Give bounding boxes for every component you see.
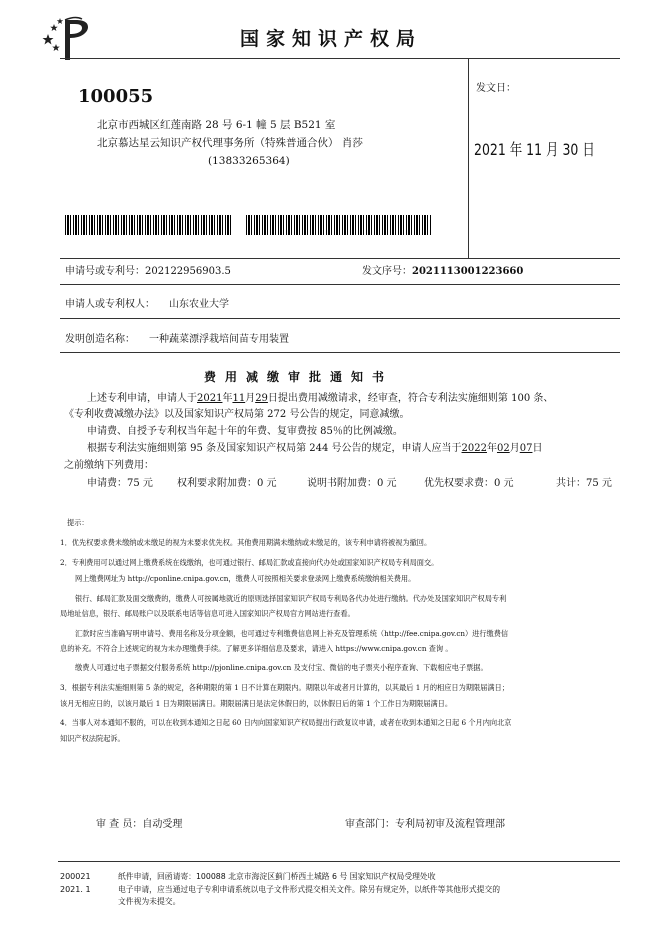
tips-label: 提示： — [67, 518, 89, 527]
tip-2-remit-b: 息的补充。不符合上述规定的视为未办理缴费手续。了解更多详细信息及要求，请进入 https://www.cnipa.gov.cn 查询 。 — [60, 644, 453, 653]
notice-paragraph-1b: 《专利收费减缴办法》以及国家知识产权局第 272 号公告的规定，同意减缴。 — [64, 409, 410, 420]
fee-claims: 权利要求附加费：0 元 — [177, 478, 277, 489]
barcode-left — [65, 215, 232, 235]
tip-3a: 3．根据专利法实施细则第 5 条的规定，各种期限的第 1 日不计算在期限内。期限以年或者月计算的，以其最后 1 月的相应日为期限届满日； — [60, 683, 509, 692]
examiner-label: 审 查 员： — [96, 819, 143, 830]
serial-row — [362, 265, 523, 278]
notice-paragraph-2: 申请费、自授予专利权当年起十年的年费、复审费按 85％的比例减缴。 — [87, 426, 403, 437]
examiner-value: 自动受理 — [142, 819, 183, 830]
tip-2-remit-a: 汇款时应当准确写明申请号、费用名称及分项金额，也可通过专利缴费信息网上补充及管理系统（http://fee.cnipa.gov.cn）进行缴费信 — [75, 629, 509, 638]
footer-electronic-note: 电子申请，应当通过电子专利申请系统以电子文件形式提交相关文件。除另有规定外，以纸件等其他形式提交的 — [118, 885, 501, 894]
title-value: 一种蔬菜漂浮栽培间苗专用装置 — [149, 334, 289, 345]
tip-2-bank-a: 银行、邮局汇款及面交缴费的，缴费人可按属地就近的原则选择国家知识产权局专利局各代办处进行缴纳。代办处及国家知识产权局专利 — [75, 594, 507, 603]
address-line: 北京市西城区红莲南路 28 号 6-1 幢 5 层 B521 室 — [97, 119, 336, 131]
notice-paragraph-3: 根据专利法实施细则第 95 条及国家知识产权局第 244 号公告的规定，申请人应当于2022年02月07日 — [87, 443, 543, 454]
request-month: 11 — [232, 393, 246, 404]
serial-label: 发文序号： — [362, 266, 412, 277]
deadline-month: 02 — [496, 443, 510, 454]
cnipa-logo — [42, 14, 92, 62]
app-no-label: 申请号或专利号： — [65, 266, 145, 277]
phone: (13833265364) — [208, 155, 290, 167]
serial-value: 2021113001223660 — [412, 266, 524, 277]
frame-mid-line — [60, 258, 620, 259]
tip-2-bank-b: 局地址信息，银行、邮局账户以及联系电话等信息可进入国家知识产权局官方网站进行查看。 — [60, 609, 355, 618]
request-day: 29 — [255, 393, 268, 404]
department-value: 专利局初审及流程管理部 — [395, 819, 505, 830]
footer-code-2: 2021. 1 — [60, 885, 91, 894]
frame-divider — [468, 58, 469, 258]
issue-date-label: 发文日： — [476, 83, 516, 94]
tip-3b: 该月无相应日的，以该月最后 1 日为期限届满日。期限届满日是法定休假日的，以休假日后的第 1 个工作日为期限届满日。 — [60, 699, 453, 708]
notice-paragraph-1: 上述专利申请，申请人于2021年11月29日提出费用减缴请求，经审查，符合专利法实施细则第 100 条、 — [87, 393, 554, 404]
fee-total: 共计：75 元 — [556, 478, 612, 489]
tip-4b: 知识产权法院起诉。 — [60, 734, 125, 743]
fee-application: 申请费：75 元 — [87, 478, 153, 489]
tip-1: 1．优先权要求费未缴纳或未缴足的视为未要求优先权。其他费用期满未缴纳或未缴足的，该专利申请将被视为撤回。 — [60, 538, 432, 547]
frame-top-line — [60, 58, 620, 59]
issue-date: 2021 年 11 月 30 日 — [474, 140, 595, 159]
applicant-label: 申请人或专利权人： — [65, 299, 155, 310]
department — [345, 818, 505, 831]
tip-2: 2．专利费用可以通过网上缴费系统在线缴纳，也可通过银行、邮局汇款或直接向代办处或国家知识产权局专利局面交。 — [60, 558, 439, 567]
notice-paragraph-3b: 之前缴纳下列费用： — [64, 460, 154, 471]
tip-2-receipt: 缴费人可通过电子票据交付服务系统 http://pjonline.cnipa.gov.cn 及支付宝、微信的电子票夹小程序查询、下载相应电子票据。 — [75, 663, 488, 672]
agency-line: 北京慕达星云知识产权代理事务所（特殊普通合伙） 肖莎 — [97, 137, 363, 149]
applicant-row — [65, 298, 229, 311]
row-line-3 — [60, 352, 620, 353]
notice-heading: 费用减缴审批通知书 — [204, 370, 394, 384]
footer-code-1: 200021 — [60, 872, 91, 881]
footer-electronic-note-2: 文件视为未提交。 — [118, 897, 181, 906]
department-label: 审查部门： — [345, 819, 395, 830]
row-line-2 — [60, 318, 620, 319]
barcode-right — [246, 215, 432, 235]
footer-line — [58, 861, 620, 862]
fee-priority: 优先权要求费：0 元 — [424, 478, 514, 489]
title-label: 发明创造名称： — [65, 334, 135, 345]
tip-4a: 4．当事人对本通知不服的，可以在收到本通知之日起 60 日内向国家知识产权局提出行政复议申请，或者在收到本通知之日起 6 个月内向北京 — [60, 718, 512, 727]
app-no-value: 202122956903.5 — [145, 266, 231, 277]
footer-paper-note: 纸件申请，回函请寄：100088 北京市海淀区蓟门桥西土城路 6 号 国家知识产权局受理处收 — [118, 872, 436, 881]
row-line-1 — [60, 284, 620, 285]
tip-2-online: 网上缴费网址为 http://cponline.cnipa.gov.cn，缴费人可按照相关要求登录网上缴费系统缴纳相关费用。 — [75, 574, 416, 583]
deadline-year: 2022 — [461, 443, 487, 454]
title-row — [65, 333, 289, 346]
app-no-row — [65, 265, 231, 278]
applicant-value: 山东农业大学 — [169, 299, 229, 310]
deadline-day: 07 — [519, 443, 533, 454]
request-year: 2021 — [197, 393, 223, 404]
agency-title: 国家知识产权局 — [240, 28, 423, 50]
fee-description: 说明书附加费：0 元 — [307, 478, 397, 489]
postcode: 100055 — [78, 86, 154, 107]
examiner — [96, 818, 182, 831]
